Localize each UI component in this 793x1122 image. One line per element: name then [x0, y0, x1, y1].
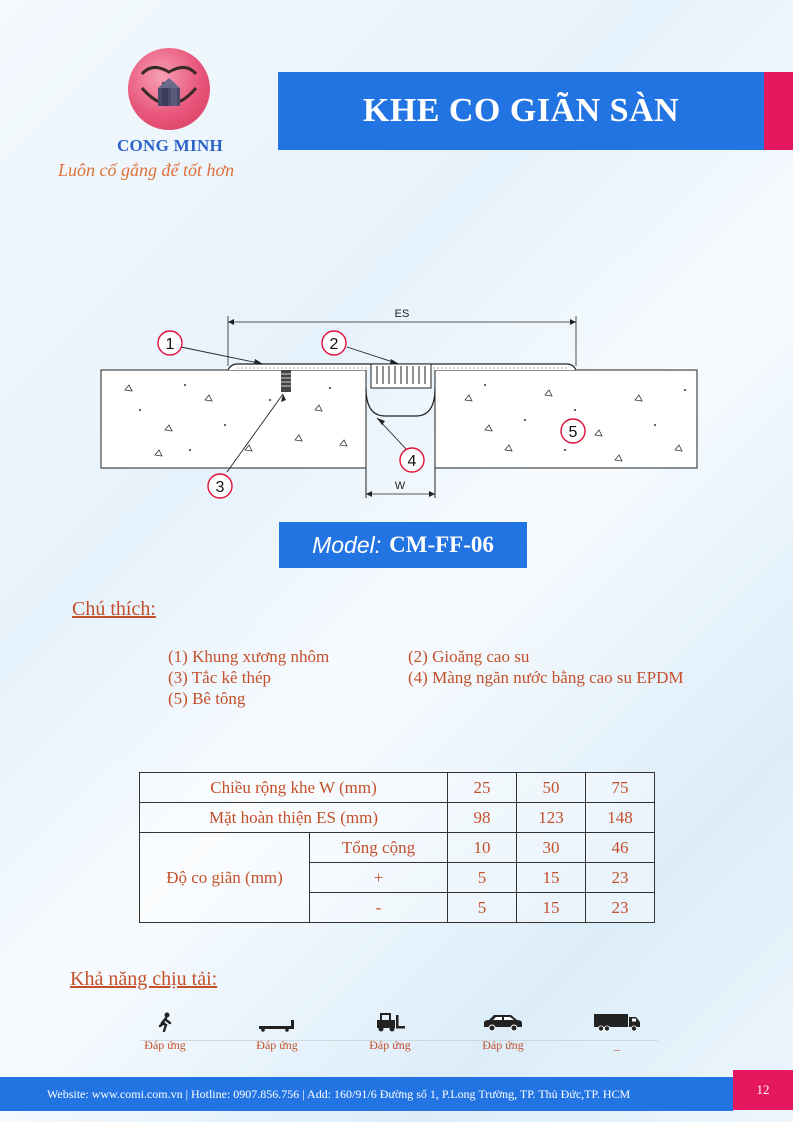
load-item-trolley	[232, 1012, 322, 1054]
table-cell: 15	[517, 893, 586, 923]
expansion-joint-drawing	[95, 300, 705, 510]
callout-1: 1	[165, 336, 175, 353]
sub-row-label: +	[310, 863, 448, 893]
note-item: (1) Khung xương nhôm	[168, 647, 330, 666]
load-label: _	[614, 1038, 620, 1052]
company-logo	[128, 48, 210, 130]
table-row	[140, 773, 655, 803]
page-number: 12	[733, 1070, 793, 1110]
pedestrian-icon	[153, 1012, 177, 1032]
table-cell: 15	[517, 863, 586, 893]
header-accent	[764, 72, 793, 150]
trolley-icon	[257, 1012, 297, 1032]
note-item: (2) Gioăng cao su	[408, 647, 530, 666]
note-item: (4) Màng ngăn nước bằng cao su EPDM	[408, 668, 684, 687]
load-label: Đáp ứng	[256, 1038, 298, 1052]
table-cell: 50	[517, 773, 586, 803]
page-title: KHE CO GIÃN SÀN	[362, 92, 680, 129]
table-cell: 98	[448, 803, 517, 833]
table-cell: 23	[586, 863, 655, 893]
sub-row-label: Tổng cộng	[310, 833, 448, 863]
dimension-es-label: ES	[394, 308, 410, 320]
table-row	[140, 833, 655, 863]
table-cell: 148	[586, 803, 655, 833]
load-item-car	[458, 1012, 548, 1054]
note-item: (3) Tắc kê thép	[168, 668, 272, 687]
callout-4: 4	[407, 453, 417, 470]
truck-icon	[592, 1012, 642, 1032]
load-label: Đáp ứng	[144, 1038, 186, 1052]
load-label: Đáp ứng	[482, 1038, 524, 1052]
callout-2: 2	[329, 336, 339, 353]
load-item-pedestrian	[120, 1012, 210, 1054]
row-label: Mặt hoàn thiện ES (mm)	[140, 803, 448, 833]
model-label: Model:	[312, 531, 382, 558]
footer-bar: Website: www.comi.com.vn | Hotline: 0907.856.756 | Add: 160/91/6 Đường số 1, P.Long Trường, TP. Thủ Đức,TP. HCM	[0, 1077, 733, 1111]
logo-emblem-icon	[128, 48, 210, 130]
car-icon	[481, 1012, 525, 1032]
table-cell: 23	[586, 893, 655, 923]
table-cell: 5	[448, 863, 517, 893]
table-cell: 30	[517, 833, 586, 863]
forklift-icon	[373, 1012, 407, 1032]
notes-title: Chú thích:	[72, 598, 156, 620]
load-item-forklift	[345, 1012, 435, 1054]
load-item-truck	[572, 1012, 662, 1054]
dimension-w-label: W	[394, 480, 406, 492]
table-cell: 123	[517, 803, 586, 833]
table-cell: 5	[448, 893, 517, 923]
row-label: Độ co giãn (mm)	[140, 833, 310, 923]
load-label: Đáp ứng	[369, 1038, 411, 1052]
brand-name: CONG MINH	[116, 136, 224, 155]
table-cell: 46	[586, 833, 655, 863]
spec-table	[139, 772, 655, 923]
model-box	[279, 522, 527, 568]
brand-slogan: Luôn cố gắng để tốt hơn	[58, 160, 235, 180]
table-row	[140, 803, 655, 833]
row-label: Chiều rộng khe W (mm)	[140, 773, 448, 803]
table-cell: 25	[448, 773, 517, 803]
callout-5: 5	[568, 424, 578, 441]
sub-row-label: -	[310, 893, 448, 923]
table-cell: 75	[586, 773, 655, 803]
load-title: Khả năng chịu tải:	[70, 968, 218, 990]
callout-3: 3	[215, 479, 225, 496]
note-item: (5) Bê tông	[168, 689, 246, 708]
table-cell: 10	[448, 833, 517, 863]
model-value: CM-FF-06	[389, 532, 494, 557]
